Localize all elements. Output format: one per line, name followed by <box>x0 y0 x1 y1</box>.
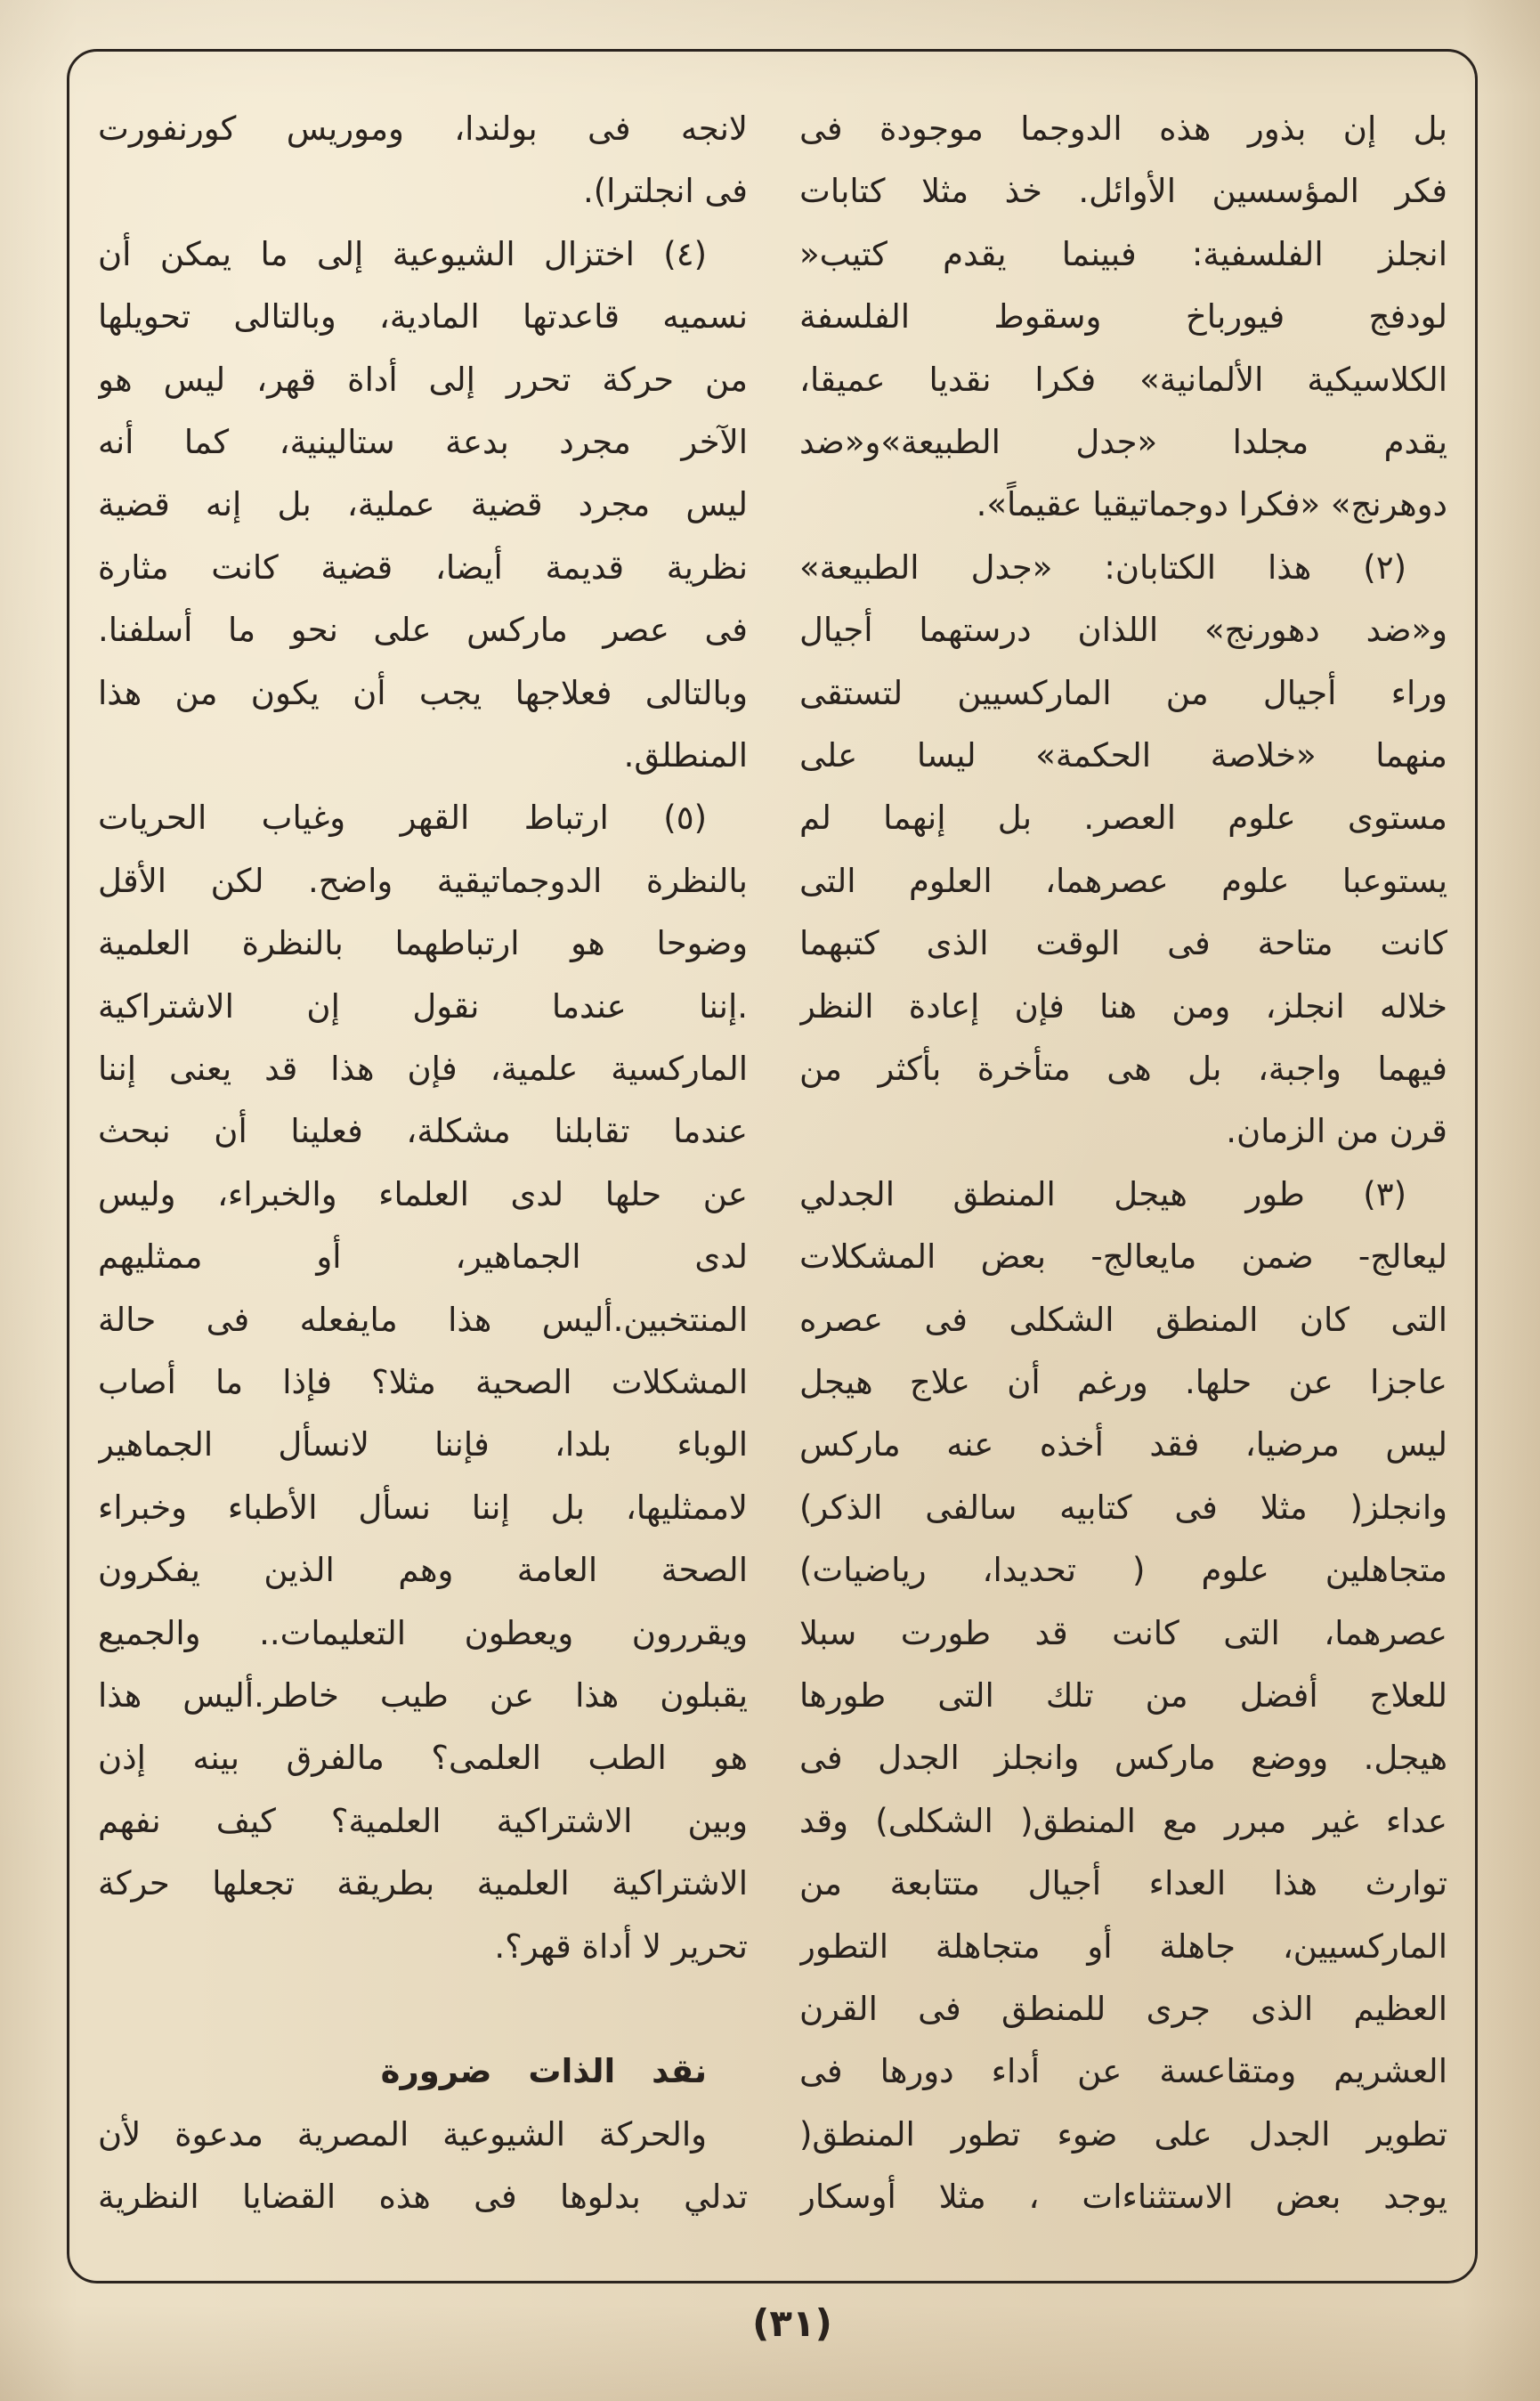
text-line: الصحة العامة وهم الذين يفكرون <box>98 1551 748 1590</box>
text-line: عاجزا عن حلها. ورغم أن علاج هيجل <box>799 1363 1447 1401</box>
text-line: يقدم مجلدا «جدل الطبيعة»و«ضد <box>799 423 1447 461</box>
text-line: (٥) ارتباط القهر وغياب الحريات <box>98 799 707 838</box>
text-line: انجلز الفلسفية: فبينما يقدم كتيب« <box>799 234 1447 273</box>
right-column <box>799 98 1447 2235</box>
text-line: الماركسيين، جاهلة أو متجاهلة التطور <box>799 1926 1447 1966</box>
text-line: الكلاسيكية الألمانية» فكرا نقديا عميقا، <box>799 360 1447 399</box>
text-line: هو الطب العلمى؟ مالفرق بينه إذن <box>98 1739 748 1778</box>
text-line: العظيم الذى جرى للمنطق فى القرن <box>799 1990 1447 2028</box>
text-line: عندما تقابلنا مشكلة، فعلينا أن نبحث <box>98 1112 748 1151</box>
text-line: عداء غير مبرر مع المنطق( الشكلى) وقد <box>799 1801 1447 1840</box>
text-line: المنتخبين.أليس هذا مايفعله فى حالة <box>98 1300 748 1339</box>
text-line: المشكلات الصحية مثلا؟ فإذا ما أصاب <box>98 1363 748 1401</box>
text-line: توارث هذا العداء أجيال متتابعة من <box>799 1864 1447 1903</box>
text-line: وانجلز( مثلا فى كتابيه سالفى الذكر) <box>799 1488 1447 1527</box>
text-line: فيهما واجبة، بل هى متأخرة بأكثر من <box>799 1050 1447 1088</box>
section-heading: نقد الذات ضرورة <box>380 2052 707 2091</box>
text-line: يوجد بعض الاستثناءات ، مثلا أوسكار <box>799 2178 1447 2217</box>
text-line: فى انجلترا). <box>582 172 748 211</box>
text-line: كانت متاحة فى الوقت الذى كتبهما <box>799 924 1447 963</box>
text-line: وراء أجيال من الماركسيين لتستقى <box>799 673 1447 712</box>
text-line: للعلاج أفضل من تلك التى طورها <box>799 1676 1447 1715</box>
text-line: قرن من الزمان. <box>1226 1112 1447 1151</box>
text-line: الآخر مجرد بدعة ستالينية، كما أنه <box>98 423 748 461</box>
text-line: ليس مرضيا، فقد أخذه عنه ماركس <box>799 1425 1447 1464</box>
text-line: تحرير لا أداة قهر؟. <box>494 1926 748 1966</box>
text-line: عن حلها لدى العلماء والخبراء، وليس <box>98 1174 748 1213</box>
text-line: لودفج فيورباخ وسقوط الفلسفة <box>799 297 1447 337</box>
text-line: العشريم ومتقاعسة عن أداء دورها فى <box>799 2052 1447 2091</box>
text-line: الاشتراكية العلمية بطريقة تجعلها حركة <box>98 1864 748 1903</box>
text-line: هيجل. ووضع ماركس وانجلز الجدل فى <box>799 1739 1447 1778</box>
text-line: وبالتالى فعلاجها يجب أن يكون من هذا <box>98 673 748 712</box>
text-line: منهما «خلاصة الحكمة» ليسا على <box>799 736 1447 775</box>
text-line: (٣) طور هيجل المنطق الجدلي <box>799 1174 1406 1213</box>
text-line: عصرهما، التى كانت قد طورت سبلا <box>799 1613 1447 1652</box>
text-line: خلاله انجلز، ومن هنا فإن إعادة النظر <box>799 986 1447 1026</box>
left-column <box>98 98 748 2235</box>
text-line: يستوعبا علوم عصرهما، العلوم التى <box>799 861 1447 900</box>
text-line: وضوحا هو ارتباطهما بالنظرة العلمية <box>98 924 748 963</box>
text-line: ليعالج- ضمن مايعالج- بعض المشكلات <box>799 1237 1447 1277</box>
text-line: المنطلق. <box>623 736 748 775</box>
text-line: والحركة الشيوعية المصرية مدعوة لأن <box>98 2114 707 2154</box>
text-line: مستوى علوم العصر. بل إنهما لم <box>799 799 1447 838</box>
text-line: لانجه فى بولندا، وموريس كورنفورت <box>98 110 748 148</box>
text-line: (٤) اختزال الشيوعية إلى ما يمكن أن <box>98 234 707 273</box>
text-line: تطوير الجدل على ضوء تطور المنطق( <box>799 2114 1447 2154</box>
text-line: فكر المؤسسين الأوائل. خذ مثلا كتابات <box>799 172 1447 211</box>
text-line: ويقررون ويعطون التعليمات.. والجميع <box>98 1613 748 1652</box>
text-line: التى كان المنطق الشكلى فى عصره <box>799 1300 1447 1339</box>
text-line: يقبلون هذا عن طيب خاطر.أليس هذا <box>98 1676 748 1715</box>
text-line: لدى الجماهير، أو ممثليهم <box>98 1237 748 1277</box>
text-line: الوباء بلدا، فإننا لانسأل الجماهير <box>98 1425 748 1464</box>
page-number: (٣١) <box>752 2301 832 2345</box>
text-line: الماركسية علمية، فإن هذا قد يعنى إننا <box>98 1050 748 1088</box>
text-line: بل إن بذور هذه الدوجما موجودة فى <box>799 110 1447 148</box>
text-line: تدلي بدلوها فى هذه القضايا النظرية <box>98 2178 748 2217</box>
text-line: .إننا عندما نقول إن الاشتراكية <box>98 986 748 1026</box>
text-line: و«ضد دهورنج» اللذان درستهما أجيال <box>799 611 1447 650</box>
text-line: (٢) هذا الكتابان: «جدل الطبيعة» <box>799 548 1406 587</box>
text-line: متجاهلين علوم ( تحديدا، رياضيات) <box>799 1551 1447 1590</box>
text-line: ليس مجرد قضية عملية، بل إنه قضية <box>98 485 748 524</box>
text-line: نظرية قديمة أيضا، قضية كانت مثارة <box>98 548 748 587</box>
text-line: فى عصر ماركس على نحو ما أسلفنا. <box>98 611 748 650</box>
text-line: بالنظرة الدوجماتيقية واضح. لكن الأقل <box>98 861 748 900</box>
text-line: نسميه قاعدتها المادية، وبالتالى تحويلها <box>98 297 748 337</box>
text-line: لاممثليها، بل إننا نسأل الأطباء وخبراء <box>98 1488 748 1527</box>
text-line: وبين الاشتراكية العلمية؟ كيف نفهم <box>98 1801 748 1840</box>
text-line: من حركة تحرر إلى أداة قهر، ليس هو <box>98 360 748 399</box>
text-line: دوهرنج» «فكرا دوجماتيقيا عقيماً». <box>976 485 1447 524</box>
